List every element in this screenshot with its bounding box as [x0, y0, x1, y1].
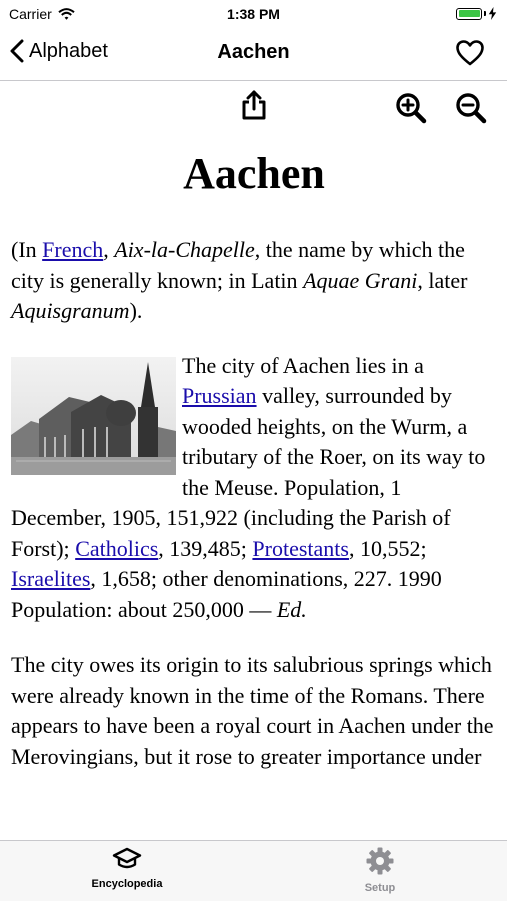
- link-protestants[interactable]: Protestants: [252, 535, 349, 561]
- zoom-out-button[interactable]: [455, 92, 487, 129]
- battery-icon: [456, 8, 482, 20]
- tab-setup-label: Setup: [364, 882, 396, 894]
- navigation-bar: [0, 28, 507, 81]
- charging-bolt-icon: [488, 7, 497, 20]
- tab-encyclopedia-label: Encyclopedia: [91, 878, 163, 890]
- italic-text: Ed.: [276, 596, 307, 622]
- zoom-out-icon: [455, 92, 487, 124]
- article-paragraph-1: [11, 235, 497, 327]
- article-content: [11, 140, 497, 772]
- italic-text: Aquisgranum: [11, 298, 130, 323]
- share-button[interactable]: [240, 89, 268, 126]
- text-run: , later: [417, 267, 468, 293]
- battery-indicator: [456, 7, 497, 20]
- article-paragraph-3: The city owes its origin to its salubrious springs which were already known in the time of the Romans. There appears to have been a royal court in Aachen under the Merovingians, but it rose to greater importance under: [11, 652, 494, 769]
- carrier-label: Carrier: [9, 6, 52, 22]
- zoom-in-icon: [395, 92, 427, 124]
- heart-icon: [455, 39, 485, 67]
- tab-encyclopedia[interactable]: [57, 847, 197, 890]
- text-run: ).: [129, 298, 143, 323]
- graduation-cap-icon: [112, 847, 142, 871]
- text-run: , the name by which the city is generally known; in Latin: [11, 237, 465, 293]
- aachen-cathedral-image: [11, 357, 176, 475]
- favorite-button[interactable]: [455, 39, 485, 72]
- text-run: The city of Aachen lies in a: [182, 352, 424, 378]
- gear-icon: [366, 847, 394, 875]
- share-icon: [240, 89, 268, 121]
- article-paragraph-2: [11, 351, 497, 626]
- text-run: , 10,552;: [348, 535, 427, 561]
- text-run: , 1,658; other denominations, 227. 1990 Population: about 250,000 —: [11, 566, 442, 622]
- tab-bar: [0, 840, 507, 901]
- page-title: Aachen: [217, 41, 290, 63]
- status-bar: [0, 0, 507, 28]
- article-title: Aachen: [183, 149, 325, 198]
- zoom-in-button[interactable]: [395, 92, 427, 129]
- link-catholics[interactable]: Catholics: [75, 535, 159, 561]
- italic-text: Aix-la-Chapelle: [114, 237, 255, 262]
- text-run: ,: [103, 237, 115, 262]
- text-run: (In: [11, 237, 43, 262]
- link-prussian[interactable]: Prussian: [182, 383, 257, 408]
- tab-setup[interactable]: [310, 847, 450, 894]
- link-french[interactable]: French: [42, 237, 104, 262]
- link-israelites[interactable]: Israelites: [11, 566, 91, 591]
- text-run: , 139,485;: [158, 535, 253, 561]
- italic-text: Aquae Grani: [303, 267, 418, 293]
- back-button-label: Alphabet: [29, 39, 108, 62]
- text-run: valley, surrounded by wooded heights, on the Wurm, a tributary of the Roer, on its way to the Meuse. Population, 1 December, 1905, 151,922 (including the Parish of Forst);: [11, 383, 486, 561]
- status-time: 1:38 PM: [227, 6, 280, 22]
